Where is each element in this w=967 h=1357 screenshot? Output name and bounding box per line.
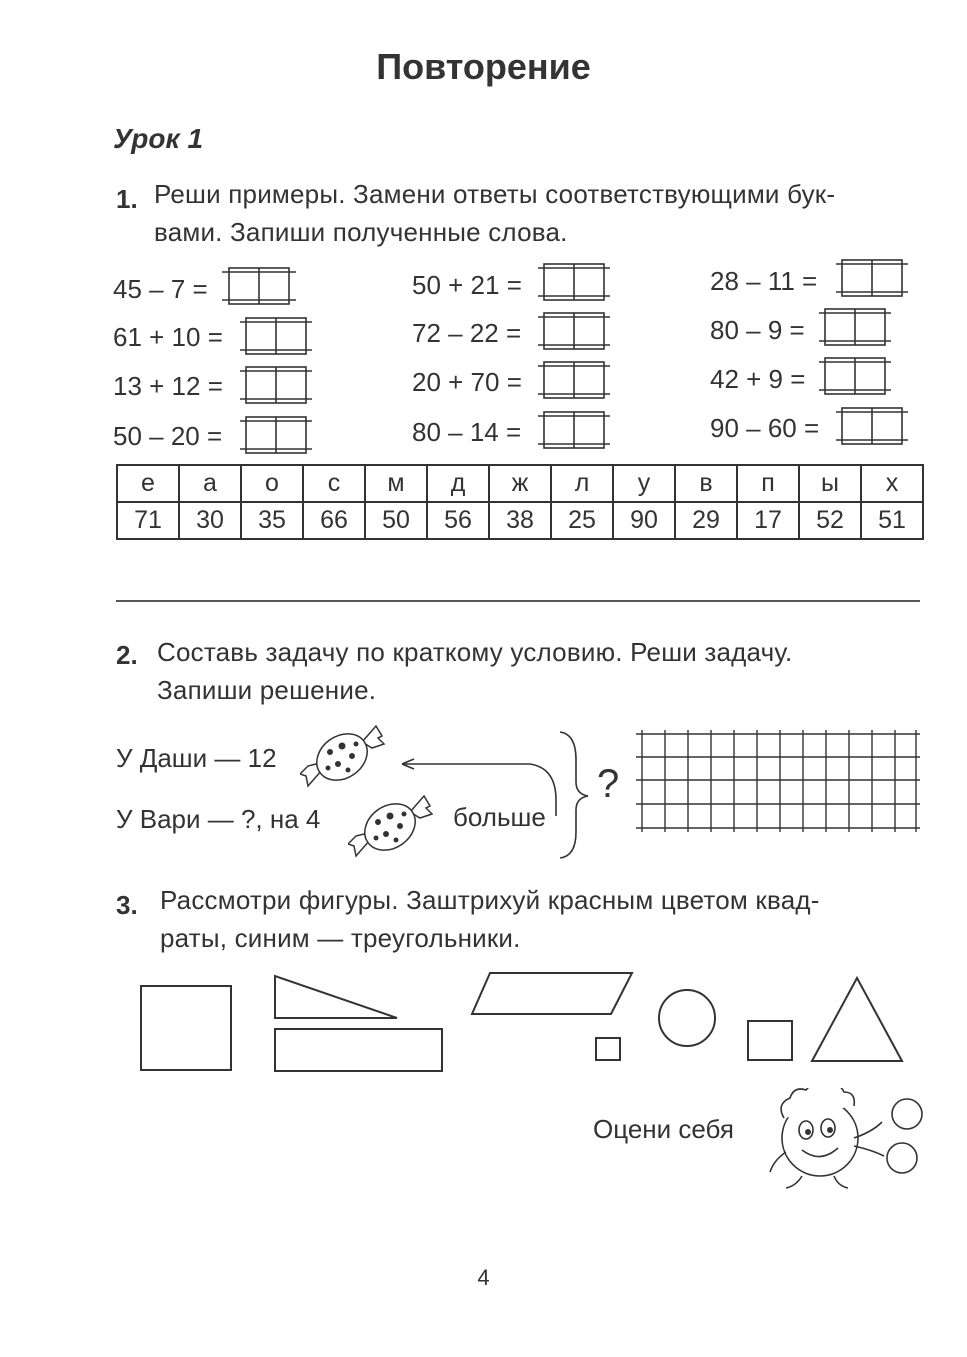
triangle-shape[interactable] (812, 978, 902, 1061)
key-number: 17 (737, 502, 799, 539)
small-square-shape[interactable] (596, 1038, 620, 1060)
letter-key-table (116, 464, 924, 540)
key-letter: с (303, 465, 365, 502)
comparison-arrow (380, 720, 610, 870)
lesson-heading: Урок 1 (113, 123, 204, 154)
task2-text-line1: Составь задачу по краткому условию. Реши задачу. (157, 637, 793, 667)
answer-box-2-4[interactable] (538, 412, 610, 448)
task2-text-line2: Запиши решение. (157, 675, 377, 705)
page-title: Повторение (376, 46, 591, 87)
answer-box-1-3[interactable] (240, 367, 312, 403)
task1-text-line2: вами. Запиши полученные слова. (154, 217, 568, 247)
key-letter: м (365, 465, 427, 502)
key-letter: в (675, 465, 737, 502)
key-number: 38 (489, 502, 551, 539)
answer-box-2-2[interactable] (538, 313, 610, 349)
answer-box-1-4[interactable] (240, 417, 312, 453)
example-42-plus-9: 42 + 9 = (710, 364, 806, 394)
answer-box-2-3[interactable] (538, 362, 610, 398)
key-number: 29 (675, 502, 737, 539)
example-61-plus-10: 61 + 10 = (113, 322, 223, 352)
key-letter: л (551, 465, 613, 502)
long-rectangle-shape[interactable] (275, 1029, 442, 1071)
key-number: 25 (551, 502, 613, 539)
answer-box-3-4[interactable] (836, 408, 908, 444)
task1-number: 1. (116, 184, 138, 214)
key-number: 90 (613, 502, 675, 539)
key-letter: о (241, 465, 303, 502)
key-number: 30 (179, 502, 241, 539)
self-assessment-label: Оцени себя (593, 1114, 734, 1144)
example-13-plus-12: 13 + 12 = (113, 371, 223, 401)
answer-box-1-1[interactable] (222, 268, 296, 304)
example-28-minus-11: 28 – 11 = (710, 266, 818, 296)
answer-box-3-1[interactable] (836, 260, 908, 296)
answer-box-3-2[interactable] (819, 309, 891, 345)
key-number: 56 (427, 502, 489, 539)
example-45-minus-7: 45 – 7 = (113, 274, 208, 304)
key-number: 71 (117, 502, 179, 539)
task2-number: 2. (116, 640, 138, 670)
large-square-shape[interactable] (141, 986, 231, 1070)
solution-grid[interactable] (636, 730, 921, 834)
page-number: 4 (477, 1265, 490, 1290)
condition-dasha: У Даши — 12 (116, 743, 277, 773)
answer-box-2-1[interactable] (538, 264, 610, 300)
answer-box-1-2[interactable] (240, 318, 312, 354)
key-number: 52 (799, 502, 861, 539)
condition-more: больше (453, 802, 546, 832)
example-80-minus-14: 80 – 14 = (412, 417, 522, 447)
task1-text-line1: Реши примеры. Замени ответы соответствующими бук- (154, 179, 836, 209)
task3-number: 3. (116, 890, 138, 920)
key-letter: ы (799, 465, 861, 502)
key-number: 51 (861, 502, 923, 539)
parallelogram-shape[interactable] (472, 973, 632, 1014)
question-mark: ? (597, 762, 620, 806)
key-letter: х (861, 465, 923, 502)
circle-shape[interactable] (659, 990, 715, 1046)
shapes-row (0, 960, 967, 1080)
answer-box-3-3[interactable] (819, 358, 891, 394)
key-letter: п (737, 465, 799, 502)
key-number: 35 (241, 502, 303, 539)
answer-writing-line[interactable] (116, 600, 920, 602)
example-50-plus-21: 50 + 21 = (412, 270, 522, 300)
right-triangle-shape[interactable] (275, 976, 397, 1018)
key-letter: е (117, 465, 179, 502)
key-number: 50 (365, 502, 427, 539)
example-50-minus-20: 50 – 20 = (113, 421, 223, 451)
key-letter: у (613, 465, 675, 502)
example-80-minus-9: 80 – 9 = (710, 315, 805, 345)
key-letter: ж (489, 465, 551, 502)
example-20-plus-70: 20 + 70 = (412, 367, 522, 397)
key-letter: д (427, 465, 489, 502)
key-numbers-row (117, 502, 923, 539)
key-letters-row (117, 465, 923, 502)
example-90-minus-60: 90 – 60 = (710, 413, 820, 443)
medium-square-shape[interactable] (748, 1021, 792, 1060)
task3-text-line1: Рассмотри фигуры. Заштрихуй красным цветом квад- (160, 885, 820, 915)
condition-varya: У Вари — ?, на 4 (116, 804, 321, 834)
answer-boxes (0, 0, 967, 470)
example-72-minus-22: 72 – 22 = (412, 318, 522, 348)
task3-text-line2: раты, синим — треугольники. (160, 923, 521, 953)
key-letter: а (179, 465, 241, 502)
key-number: 66 (303, 502, 365, 539)
smiling-ball-character-icon (762, 1088, 932, 1198)
